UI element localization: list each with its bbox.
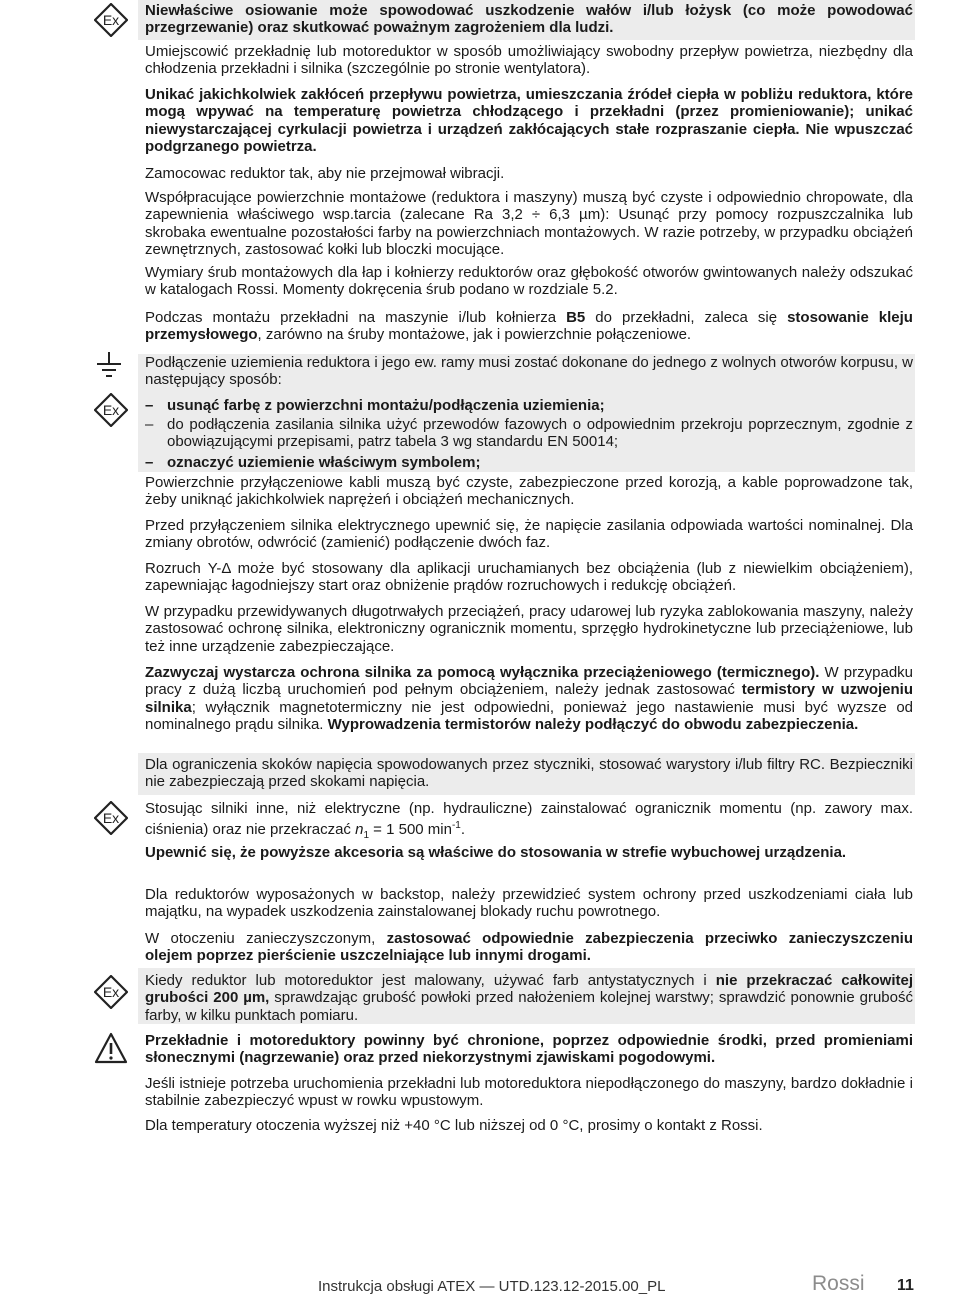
paragraph: Przekładnie i motoreduktory powinny być chronione, poprzez odpowiednie środki, przed promieniami słonecznymi (nagrzewanie) oraz przed niekorzystnymi zjawiskami pogodowymi.: [145, 1032, 913, 1067]
brand-logo: Rossi: [812, 1272, 865, 1295]
margin-icons: [0, 0, 138, 1298]
page-footer: [0, 1272, 960, 1294]
paragraph: Podłączenie uziemienia reduktora i jego ew. ramy musi zostać dokonane do jednego z wolnych otworów korpusu, w następujący sposób:: [145, 354, 913, 389]
paragraph: Zamocowac reduktor tak, aby nie przejmował wibracji.: [145, 165, 505, 182]
paragraph: Dla temperatury otoczenia wyższej niż +40 °C lub niższej od 0 °C, prosimy o kontakt z Rossi.: [145, 1117, 763, 1134]
paragraph: Podczas montażu przekładni na maszynie i/lub kołnierza B5 do przekładni, zaleca się stosowanie kleju przemysłowego, zarówno na śruby montażowe, jak i powierzchnie połączeniowe.: [145, 309, 913, 344]
paragraph: Przed przyłączeniem silnika elektrycznego upewnić się, że napięcie zasilania odpowiada wartości nominalnej. Dla zmiany obrotów, odwrócić (zamienić) podłączenie dwóch faz.: [145, 517, 913, 552]
paragraph: Upewnić się, że powyższe akcesoria są właściwe do stosowania w strefie wybuchowej urządzenia.: [145, 844, 847, 861]
paragraph: Zazwyczaj wystarcza ochrona silnika za pomocą wyłącznika przeciążeniowego (termicznego). W przypadku pracy z dużą liczbą uruchomień pod pełnym obciążeniem, należy jednak zastosować termistory w uzwojeniu silnika; wyłącznik magnetotermiczny nie jest odpowiedni, ponieważ jego nastawienie musi być wyzsze od nominalnego prądu silnika. Wyprowadzenia termistorów należy podłączyć do obwodu zabezpieczenia.: [145, 664, 914, 733]
paragraph: Umiejscowić przekładnię lub motoreduktor w sposób umożliwiający swobodny przepływ powietrza, niezbędny dla chłodzenia przekładni i silnika (szczególnie po stronie wentylatora).: [145, 43, 913, 78]
warning-icon: [94, 1032, 128, 1064]
page-number: 11: [897, 1277, 914, 1294]
paragraph: Współpracujące powierzchnie montażowe (reduktora i maszyny) muszą być czyste i odpowiednio chropowate, dla zapewnienia właściwego wsp.tarcia (zalecane Ra 3,2 ÷ 6,3 µm): Usunąć przy pomocy rozpuszczalnika lub skrobaka ewentualne pozostałości farby na powierzchniach montażowych. W razie potrzeby, w przypadku obciążeń zewnętrznych, zastosować kołki lub bloczki mocujące.: [145, 189, 913, 258]
paragraph: W przypadku przewidywanych długotrwałych przeciążeń, pracy udarowej lub ryzyka zablokowania maszyny, należy zastosować ochronę silnika, elektroniczny ogranicznik momentu, sprzęgło hydrokinetyczne lub przeciążeniowe, lub też inne urządzenie zabezpieczające.: [145, 603, 913, 655]
document-reference: Instrukcja obsługi ATEX — UTD.123.12-2015.00_PL: [318, 1278, 666, 1295]
paragraph: Powierzchnie przyłączeniowe kabli muszą być czyste, zabezpieczone przed korozją, a kable poprowadzone tak, żeby uniknąć jakichkolwiek naprężeń i obciążeń mechanicznych.: [145, 474, 913, 509]
paragraph: Niewłaściwe osiowanie może spowodować uszkodzenie wałów i/lub łożysk (co może powodować przegrzewanie) oraz skutkować poważnym zagrożeniem dla ludzi.: [145, 2, 913, 37]
paragraph: Dla ograniczenia skoków napięcia spowodowanych przez styczniki, stosować warystory i/lub filtry RC. Bezpieczniki nie zabezpieczają przed skokami napięcia.: [145, 756, 913, 791]
svg-text:Ex: Ex: [102, 12, 120, 28]
ex-icon: [94, 393, 128, 427]
svg-text:Ex: Ex: [102, 810, 120, 826]
svg-text:Ex: Ex: [102, 984, 120, 1000]
list-item: – oznaczyć uziemienie właściwym symbolem;: [145, 454, 481, 471]
paragraph: Stosując silniki inne, niż elektryczne (np. hydrauliczne) zainstalować ogranicznik momentu (np. zawory max. ciśnienia) oraz nie przekraczać $n_1 = 1$ 500 $\min^{-1}$.: [145, 800, 913, 842]
ex-icon: [94, 3, 128, 37]
list-item: – do podłączenia zasilania silnika użyć przewodów fazowych o odpowiednim przekroju poprzecznym, zgodnie z obowiązującymi przepisami, patrz tabela 3 wg standardu EN 50014;: [145, 416, 913, 451]
ex-icon: [94, 801, 128, 835]
paragraph: Wymiary śrub montażowych dla łap i kołnierzy reduktorów oraz głębokość otworów gwintowanych należy odszukać w katalogach Rossi. Momenty dokręcenia śrub podano w rozdziale 5.2.: [145, 264, 913, 299]
svg-text:Ex: Ex: [102, 402, 120, 418]
ground-icon: [93, 350, 125, 386]
paragraph: Kiedy reduktor lub motoreduktor jest malowany, używać farb antystatycznych i nie przekraczać całkowitej grubości 200 µm, sprawdzając grubość powłoki przed nałożeniem kolejnej warstwy; sprawdzić ponownie grubość farby, w kilku punktach pomiaru.: [145, 972, 913, 1024]
paragraph: W otoczeniu zanieczyszczonym, zastosować odpowiednie zabezpieczenia przeciwko zanieczyszczeniu olejem poprzez pierścienie uszczelniające lub innymi drogami.: [145, 930, 913, 965]
paragraph: Unikać jakichkolwiek zakłóceń przepływu powietrza, umieszczania źródeł ciepła w pobliżu reduktora, które mogą wpywać na temperaturę powietrza chłodzącego i przekładni (przez promieniowanie); unikać niewystarczającej cyrkulacji powietrza i urządzeń zakłócających stałe rozpraszanie ciepła. Nie wpuszczać podgrzanego powietrza.: [145, 86, 913, 155]
list-item: – usunąć farbę z powierzchni montażu/podłączenia uziemienia;: [145, 397, 605, 414]
ex-icon: [94, 975, 128, 1009]
paragraph: Dla reduktorów wyposażonych w backstop, należy przewidzieć system ochrony przed uszkodzeniami ciała lub majątku, na wypadek uszkodzenia zainstalowanej blokady ruchu powrotnego.: [145, 886, 913, 921]
paragraph: Jeśli istnieje potrzeba uruchomienia przekładni lub motoreduktora niepodłączonego do maszyny, bardzo dokładnie i stabilnie zabezpieczyć wpust w rowku wpustowym.: [145, 1075, 913, 1110]
paragraph: Rozruch Y-Δ może być stosowany dla aplikacji uruchamianych bez obciążenia (lub z niewielkim obciążeniem), zapewniając łagodniejszy start oraz obniżenie prądów rozruchowych i redukcję obciążeń.: [145, 560, 913, 595]
